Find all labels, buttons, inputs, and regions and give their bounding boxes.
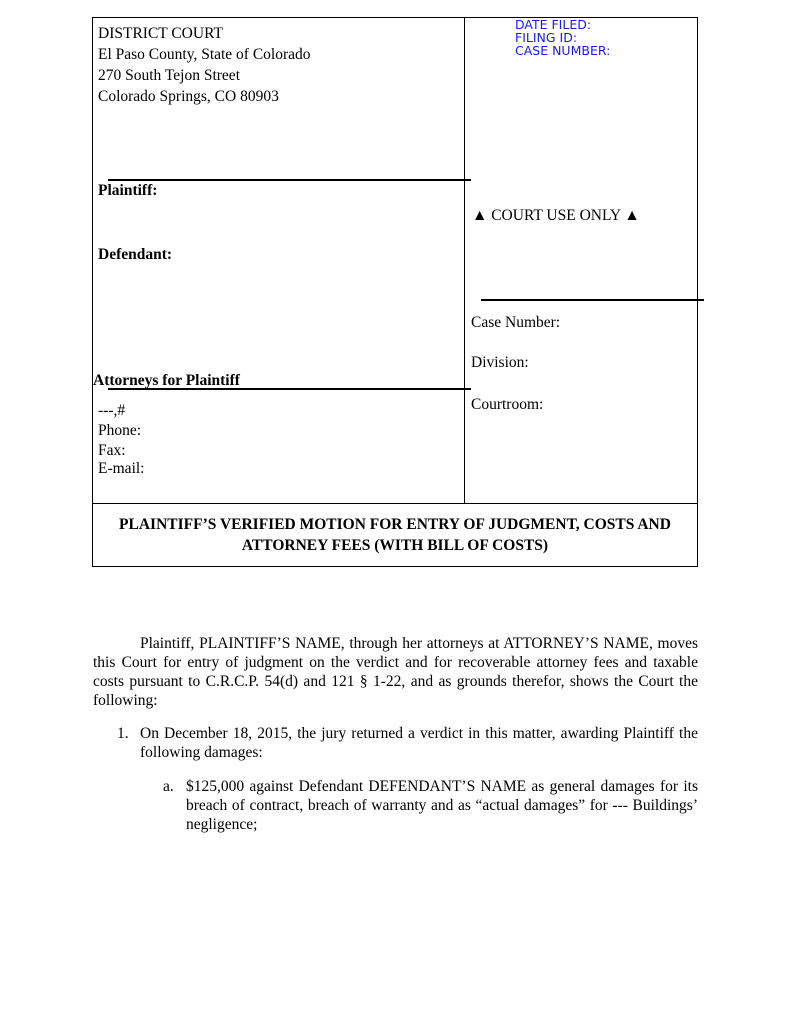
attorney-fax: Fax: xyxy=(98,442,126,459)
attorney-email: E-mail: xyxy=(98,460,145,477)
court-name: DISTRICT COURT xyxy=(98,25,223,42)
attorney-phone: Phone: xyxy=(98,422,142,439)
item-1-marker: 1. xyxy=(117,725,129,742)
intro-paragraph: Plaintiff, PLAINTIFF’S NAME, through her attorneys at ATTORNEY’S NAME, moves this Court for entry of judgment on the verdict and for recoverable attorney fees and taxable costs pursuant to C.R.C.P. 54(d) and 121 § 1-22, and as grounds therefor, shows the Court the following: xyxy=(93,635,698,709)
stamp-filing-id: FILING ID: xyxy=(515,30,578,45)
caption-divider-vertical xyxy=(464,17,465,503)
item-1a-text: $125,000 against Defendant DEFENDANT’S NAME as general damages for its breach of contract, breach of warranty and as “actual damages” for --- Buildings’ negligence; xyxy=(186,778,698,833)
court-street: 270 South Tejon Street xyxy=(98,67,240,84)
court-county-state: El Paso County, State of Colorado xyxy=(98,46,311,63)
item-1-text: On December 18, 2015, the jury returned a verdict in this matter, awarding Plaintiff the following damages: xyxy=(140,725,698,761)
attorney-reg: ---,# xyxy=(98,402,126,419)
item-1a-marker: a. xyxy=(163,778,174,795)
plaintiff-label: Plaintiff: xyxy=(98,182,158,199)
attorneys-heading: Attorneys for Plaintiff xyxy=(93,372,240,389)
document-title xyxy=(92,514,698,556)
courtroom-label: Courtroom: xyxy=(471,396,544,413)
case-number-label: Case Number: xyxy=(471,314,561,331)
rule-below-court-use xyxy=(481,299,704,301)
rule-above-parties xyxy=(108,179,471,181)
caption-divider-title xyxy=(92,503,698,504)
division-label: Division: xyxy=(471,354,529,371)
court-use-only-label: ▲ COURT USE ONLY ▲ xyxy=(472,207,640,224)
stamp-date-filed: DATE FILED: xyxy=(515,17,592,32)
court-city: Colorado Springs, CO 80903 xyxy=(98,88,279,105)
document-title-line2: ATTORNEY FEES (WITH BILL OF COSTS) xyxy=(241,537,549,554)
stamp-case-number: CASE NUMBER: xyxy=(515,43,611,58)
document-title-line1: PLAINTIFF’S VERIFIED MOTION FOR ENTRY OF JUDGMENT, COSTS AND xyxy=(119,516,671,533)
defendant-label: Defendant: xyxy=(98,246,173,263)
